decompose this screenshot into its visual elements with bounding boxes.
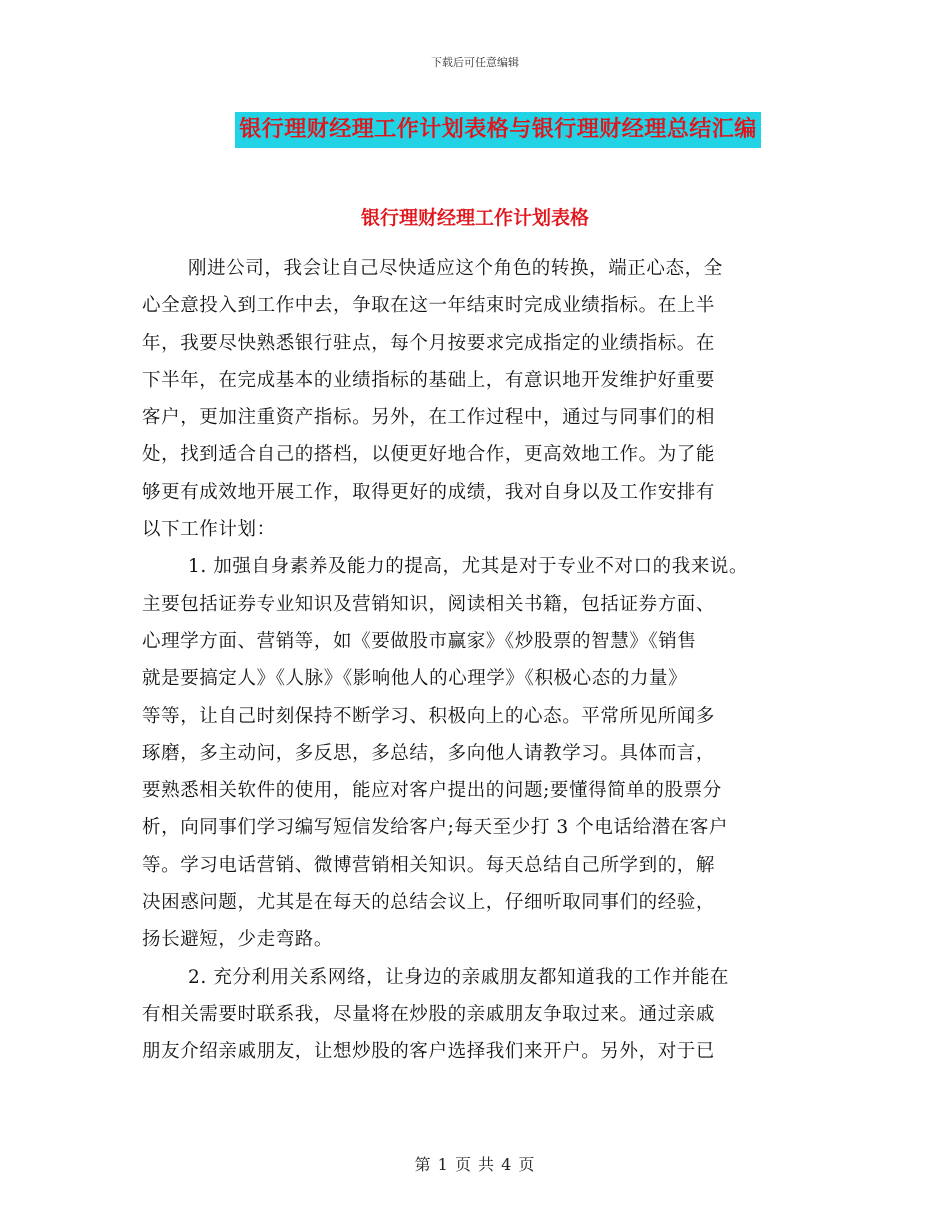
text-line: 处，找到适合自己的搭档，以便更好地合作，更高效地工作。为了能 xyxy=(142,444,716,466)
section-title: 银行理财经理工作计划表格 xyxy=(360,207,589,229)
document-body xyxy=(142,250,832,1071)
text-line: 下半年，在完成基本的业绩指标的基础上，有意识地开发维护好重要 xyxy=(142,369,716,391)
document-main-title: 银行理财经理工作计划表格与银行理财经理总结汇编 xyxy=(235,112,761,148)
text-line: 琢磨，多主动问，多反思，多总结，多向他人请教学习。具体而言， xyxy=(142,742,716,764)
text-line: 心全意投入到工作中去，争取在这一年结束时完成业绩指标。在上半 xyxy=(142,295,716,317)
text-line: 朋友介绍亲戚朋友，让想炒股的客户选择我们来开户。另外，对于已 xyxy=(142,1041,716,1063)
text-line: 1. 加强自身素养及能力的提高，尤其是对于专业不对口的我来说。 xyxy=(188,556,749,578)
text-line: 主要包括证券专业知识及营销知识，阅读相关书籍，包括证券方面、 xyxy=(142,593,716,615)
text-line: 要熟悉相关软件的使用，能应对客户提出的问题;要懂得简单的股票分 xyxy=(142,780,722,802)
text-line: 析，向同事们学习编写短信发给客户;每天至少打 3 个电话给潜在客户 xyxy=(142,817,729,839)
text-line: 客户，更加注重资产指标。另外，在工作过程中，通过与同事们的相 xyxy=(142,407,716,429)
page-number: 第 1 页 共 4 页 xyxy=(414,1155,536,1174)
text-line: 刚进公司，我会让自己尽快适应这个角色的转换，端正心态，全 xyxy=(188,258,723,279)
text-line: 扬长避短，少走弯路。 xyxy=(142,929,334,951)
text-line: 够更有成效地开展工作，取得更好的成绩，我对自身以及工作安排有 xyxy=(142,481,716,503)
text-line: 决困惑问题，尤其是在每天的总结会议上，仔细听取同事们的经验， xyxy=(142,892,716,914)
text-line: 2. 充分利用关系网络，让身边的亲戚朋友都知道我的工作并能在 xyxy=(188,966,730,988)
paragraph-intro xyxy=(142,250,832,548)
text-line: 以下工作计划： xyxy=(142,519,276,541)
text-line: 有相关需要时联系我，尽量将在炒股的亲戚朋友争取过来。通过亲戚 xyxy=(142,1003,716,1025)
paragraph-item-2 xyxy=(142,959,832,1071)
text-line: 就是要搞定人》《人脉》《影响他人的心理学》《积极心态的力量》 xyxy=(142,668,688,690)
paragraph-item-1 xyxy=(142,548,832,958)
text-line: 等等，让自己时刻保持不断学习、积极向上的心态。平常所见所闻多 xyxy=(142,705,716,727)
main-title-container xyxy=(0,112,950,148)
text-line: 年，我要尽快熟悉银行驻点，每个月按要求完成指定的业绩指标。在 xyxy=(142,332,716,354)
header-note: 下载后可任意编辑 xyxy=(431,56,519,69)
text-line: 等。学习电话营销、微博营销相关知识。每天总结自己所学到的，解 xyxy=(142,854,716,876)
text-line: 心理学方面、营销等，如《要做股市赢家》《炒股票的智慧》《销售 xyxy=(142,630,697,652)
